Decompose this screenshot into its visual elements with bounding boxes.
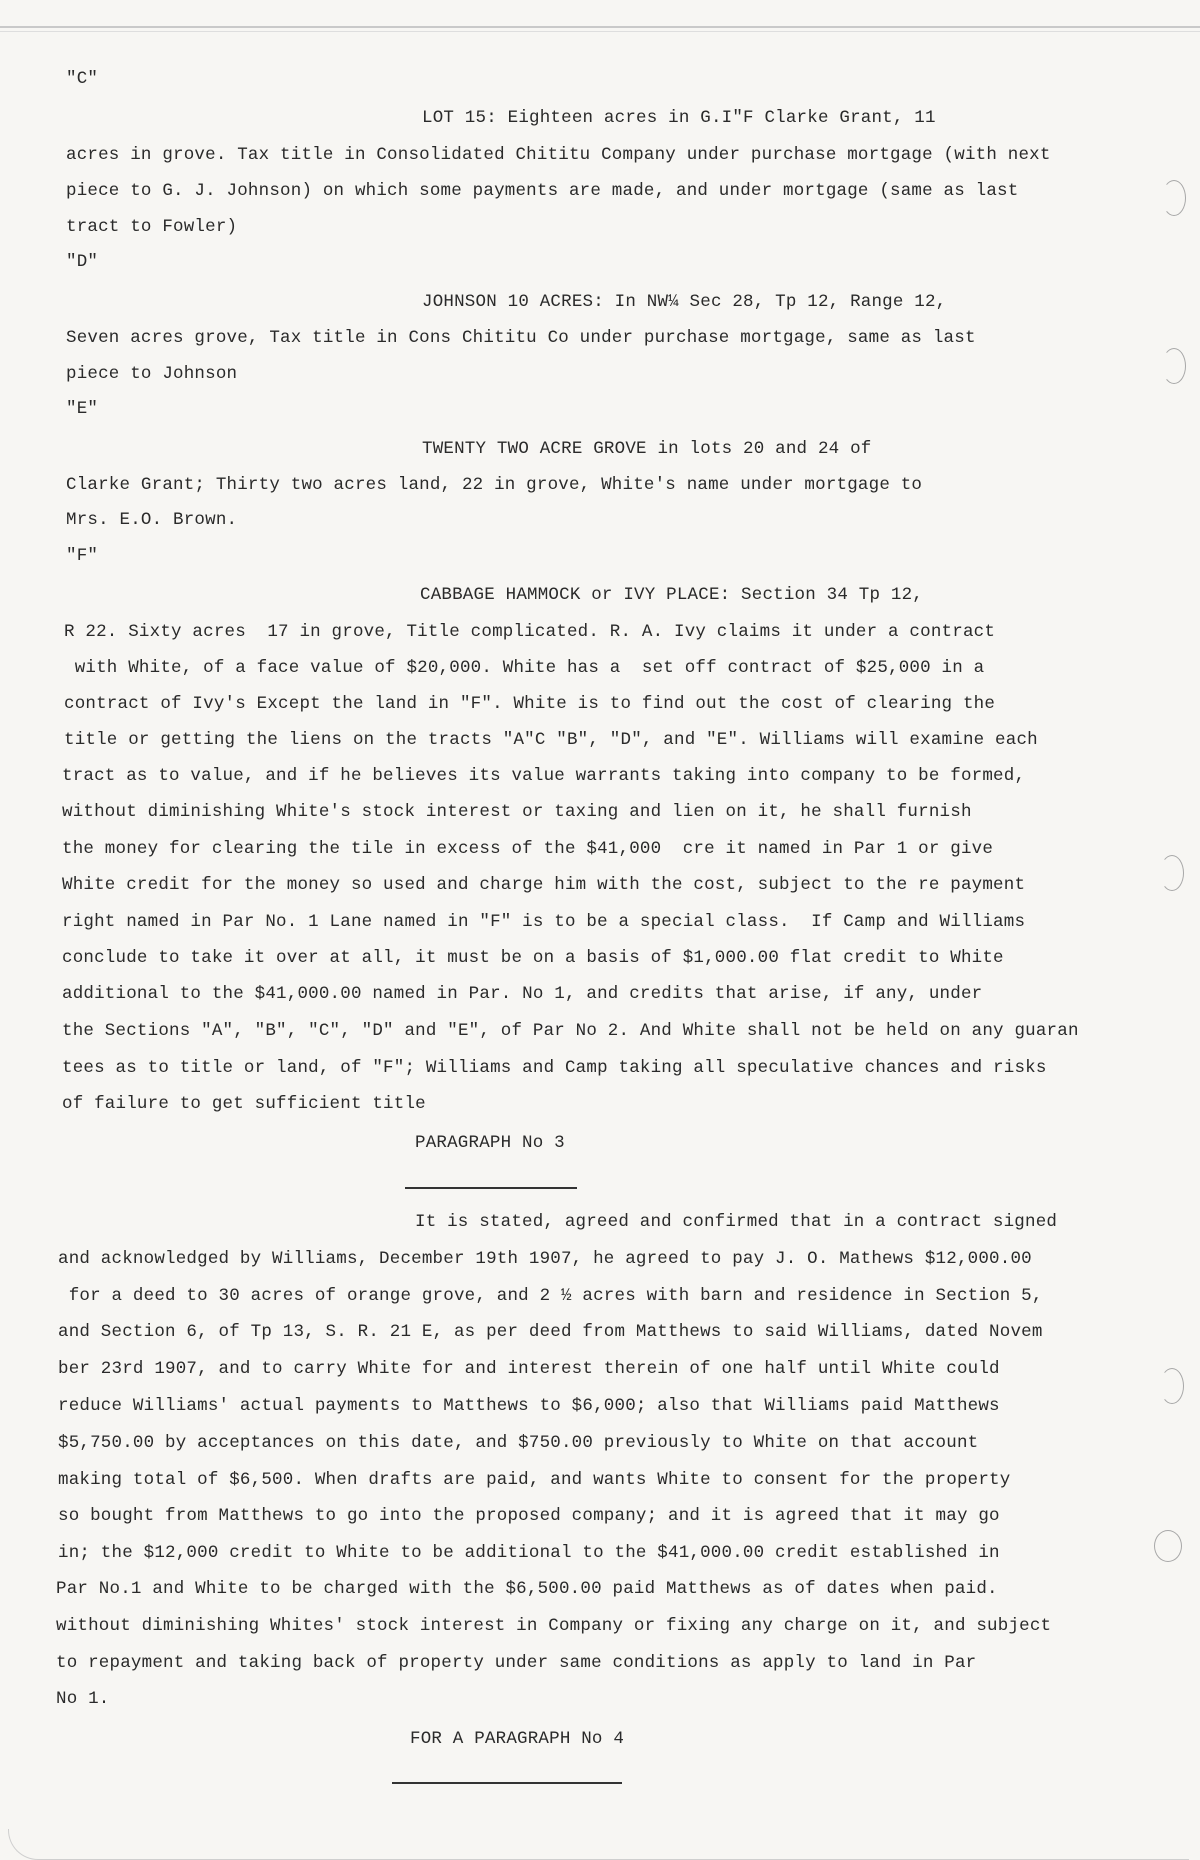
binder-hole <box>1162 180 1186 216</box>
paragraph-3-line: without diminishing Whites' stock interest in Company or fixing any charge on it, and subject <box>56 1616 1052 1636</box>
section-mark-d: "D" <box>66 252 99 272</box>
cabbage-line: tees as to title or land, of "F"; Williams and Camp taking all speculative chances and risks <box>62 1058 1047 1078</box>
cabbage-line: the Sections "A", "B", "C", "D" and "E", of Par No 2. And White shall not be held on any guaran <box>62 1021 1079 1041</box>
twenty-two-line: Clarke Grant; Thirty two acres land, 22 in grove, White's name under mortgage to <box>66 475 923 495</box>
paragraph-3-line: for a deed to 30 acres of orange grove, and 2 ½ acres with barn and residence in Section 5, <box>58 1286 1043 1306</box>
paragraph-3-line: and acknowledged by Williams, December 19th 1907, he agreed to pay J. O. Mathews $12,000.00 <box>58 1249 1032 1269</box>
lot15-heading-line: LOT 15: Eighteen acres in G.I"F Clarke Grant, 11 <box>422 108 936 128</box>
page-curl-edge <box>8 1829 1189 1860</box>
twenty-two-heading-line: TWENTY TWO ACRE GROVE in lots 20 and 24 of <box>422 439 872 459</box>
cabbage-line: additional to the $41,000.00 named in Par. No 1, and credits that arise, if any, under <box>62 984 983 1004</box>
paragraph-3-line: and Section 6, of Tp 13, S. R. 21 E, as per deed from Matthews to said Williams, dated Novem <box>58 1322 1043 1342</box>
cabbage-heading-line: CABBAGE HAMMOCK or IVY PLACE: Section 34 Tp 12, <box>420 585 923 605</box>
cabbage-line: right named in Par No. 1 Lane named in "F" is to be a special class. If Camp and Williams <box>62 912 1026 932</box>
binder-hole <box>1160 855 1184 891</box>
cabbage-line: with White, of a face value of $20,000. White has a set off contract of $25,000 in a <box>64 658 985 678</box>
binder-hole <box>1154 1530 1182 1562</box>
binder-hole <box>1162 348 1186 384</box>
johnson-line: piece to Johnson <box>66 364 238 384</box>
paragraph-3-line: making total of $6,500. When drafts are paid, and wants White to consent for the property <box>58 1470 1011 1490</box>
johnson-heading-line: JOHNSON 10 ACRES: In NW¼ Sec 28, Tp 12, Range 12, <box>422 292 947 312</box>
paragraph-3-line: Par No.1 and White to be charged with the $6,500.00 paid Matthews as of dates when paid. <box>56 1579 998 1599</box>
paragraph-3-line: It is stated, agreed and confirmed that in a contract signed <box>415 1212 1058 1232</box>
paragraph-3-line: $5,750.00 by acceptances on this date, and $750.00 previously to White on that account <box>58 1433 979 1453</box>
twenty-two-line: Mrs. E.O. Brown. <box>66 510 238 530</box>
cabbage-line: without diminishing White's stock interest or taxing and lien on it, he shall furnish <box>62 802 972 822</box>
paragraph-4-heading: FOR A PARAGRAPH No 4 <box>410 1729 625 1749</box>
cabbage-line: contract of Ivy's Except the land in "F". White is to find out the cost of clearing the <box>64 694 996 714</box>
section-mark-e: "E" <box>66 399 99 419</box>
cabbage-line: tract as to value, and if he believes its value warrants taking into company to be formed, <box>62 766 1026 786</box>
lot15-line: acres in grove. Tax title in Consolidated Chititu Company under purchase mortgage (with next <box>66 145 1051 165</box>
paragraph-3-line: in; the $12,000 credit to White to be additional to the $41,000.00 credit established in <box>58 1543 1000 1563</box>
paragraph-3-line: reduce Williams' actual payments to Matthews to $6,000; also that Williams paid Matthews <box>58 1396 1000 1416</box>
johnson-line: Seven acres grove, Tax title in Cons Chititu Co under purchase mortgage, same as last <box>66 328 976 348</box>
cabbage-line: of failure to get sufficient title <box>62 1094 426 1114</box>
section-mark-c: "C" <box>66 69 99 89</box>
paragraph-3-heading: PARAGRAPH No 3 <box>415 1133 565 1153</box>
page-top-edge <box>0 26 1200 28</box>
cabbage-line: conclude to take it over at all, it must be on a basis of $1,000.00 flat credit to White <box>62 948 1004 968</box>
binder-hole <box>1160 1368 1184 1404</box>
lot15-line: tract to Fowler) <box>66 217 238 237</box>
section-mark-f: "F" <box>66 546 99 566</box>
page-top-edge-shadow <box>0 31 1200 32</box>
cabbage-line: White credit for the money so used and charge him with the cost, subject to the re payment <box>62 875 1026 895</box>
paragraph-3-line: ber 23rd 1907, and to carry White for and interest therein of one half until White could <box>58 1359 1000 1379</box>
cabbage-line: R 22. Sixty acres 17 in grove, Title complicated. R. A. Ivy claims it under a contract <box>64 622 996 642</box>
paragraph-4-underline <box>392 1782 622 1784</box>
paragraph-3-underline <box>405 1187 577 1189</box>
cabbage-line: the money for clearing the tile in excess of the $41,000 cre it named in Par 1 or give <box>62 839 994 859</box>
lot15-line: piece to G. J. Johnson) on which some payments are made, and under mortgage (same as last <box>66 181 1019 201</box>
paragraph-3-line: No 1. <box>56 1689 110 1709</box>
paragraph-3-line: to repayment and taking back of property under same conditions as apply to land in Par <box>56 1653 977 1673</box>
paragraph-3-line: so bought from Matthews to go into the proposed company; and it is agreed that it may go <box>58 1506 1000 1526</box>
cabbage-line: title or getting the liens on the tracts "A"C "B", "D", and "E". Williams will examine each <box>64 730 1038 750</box>
